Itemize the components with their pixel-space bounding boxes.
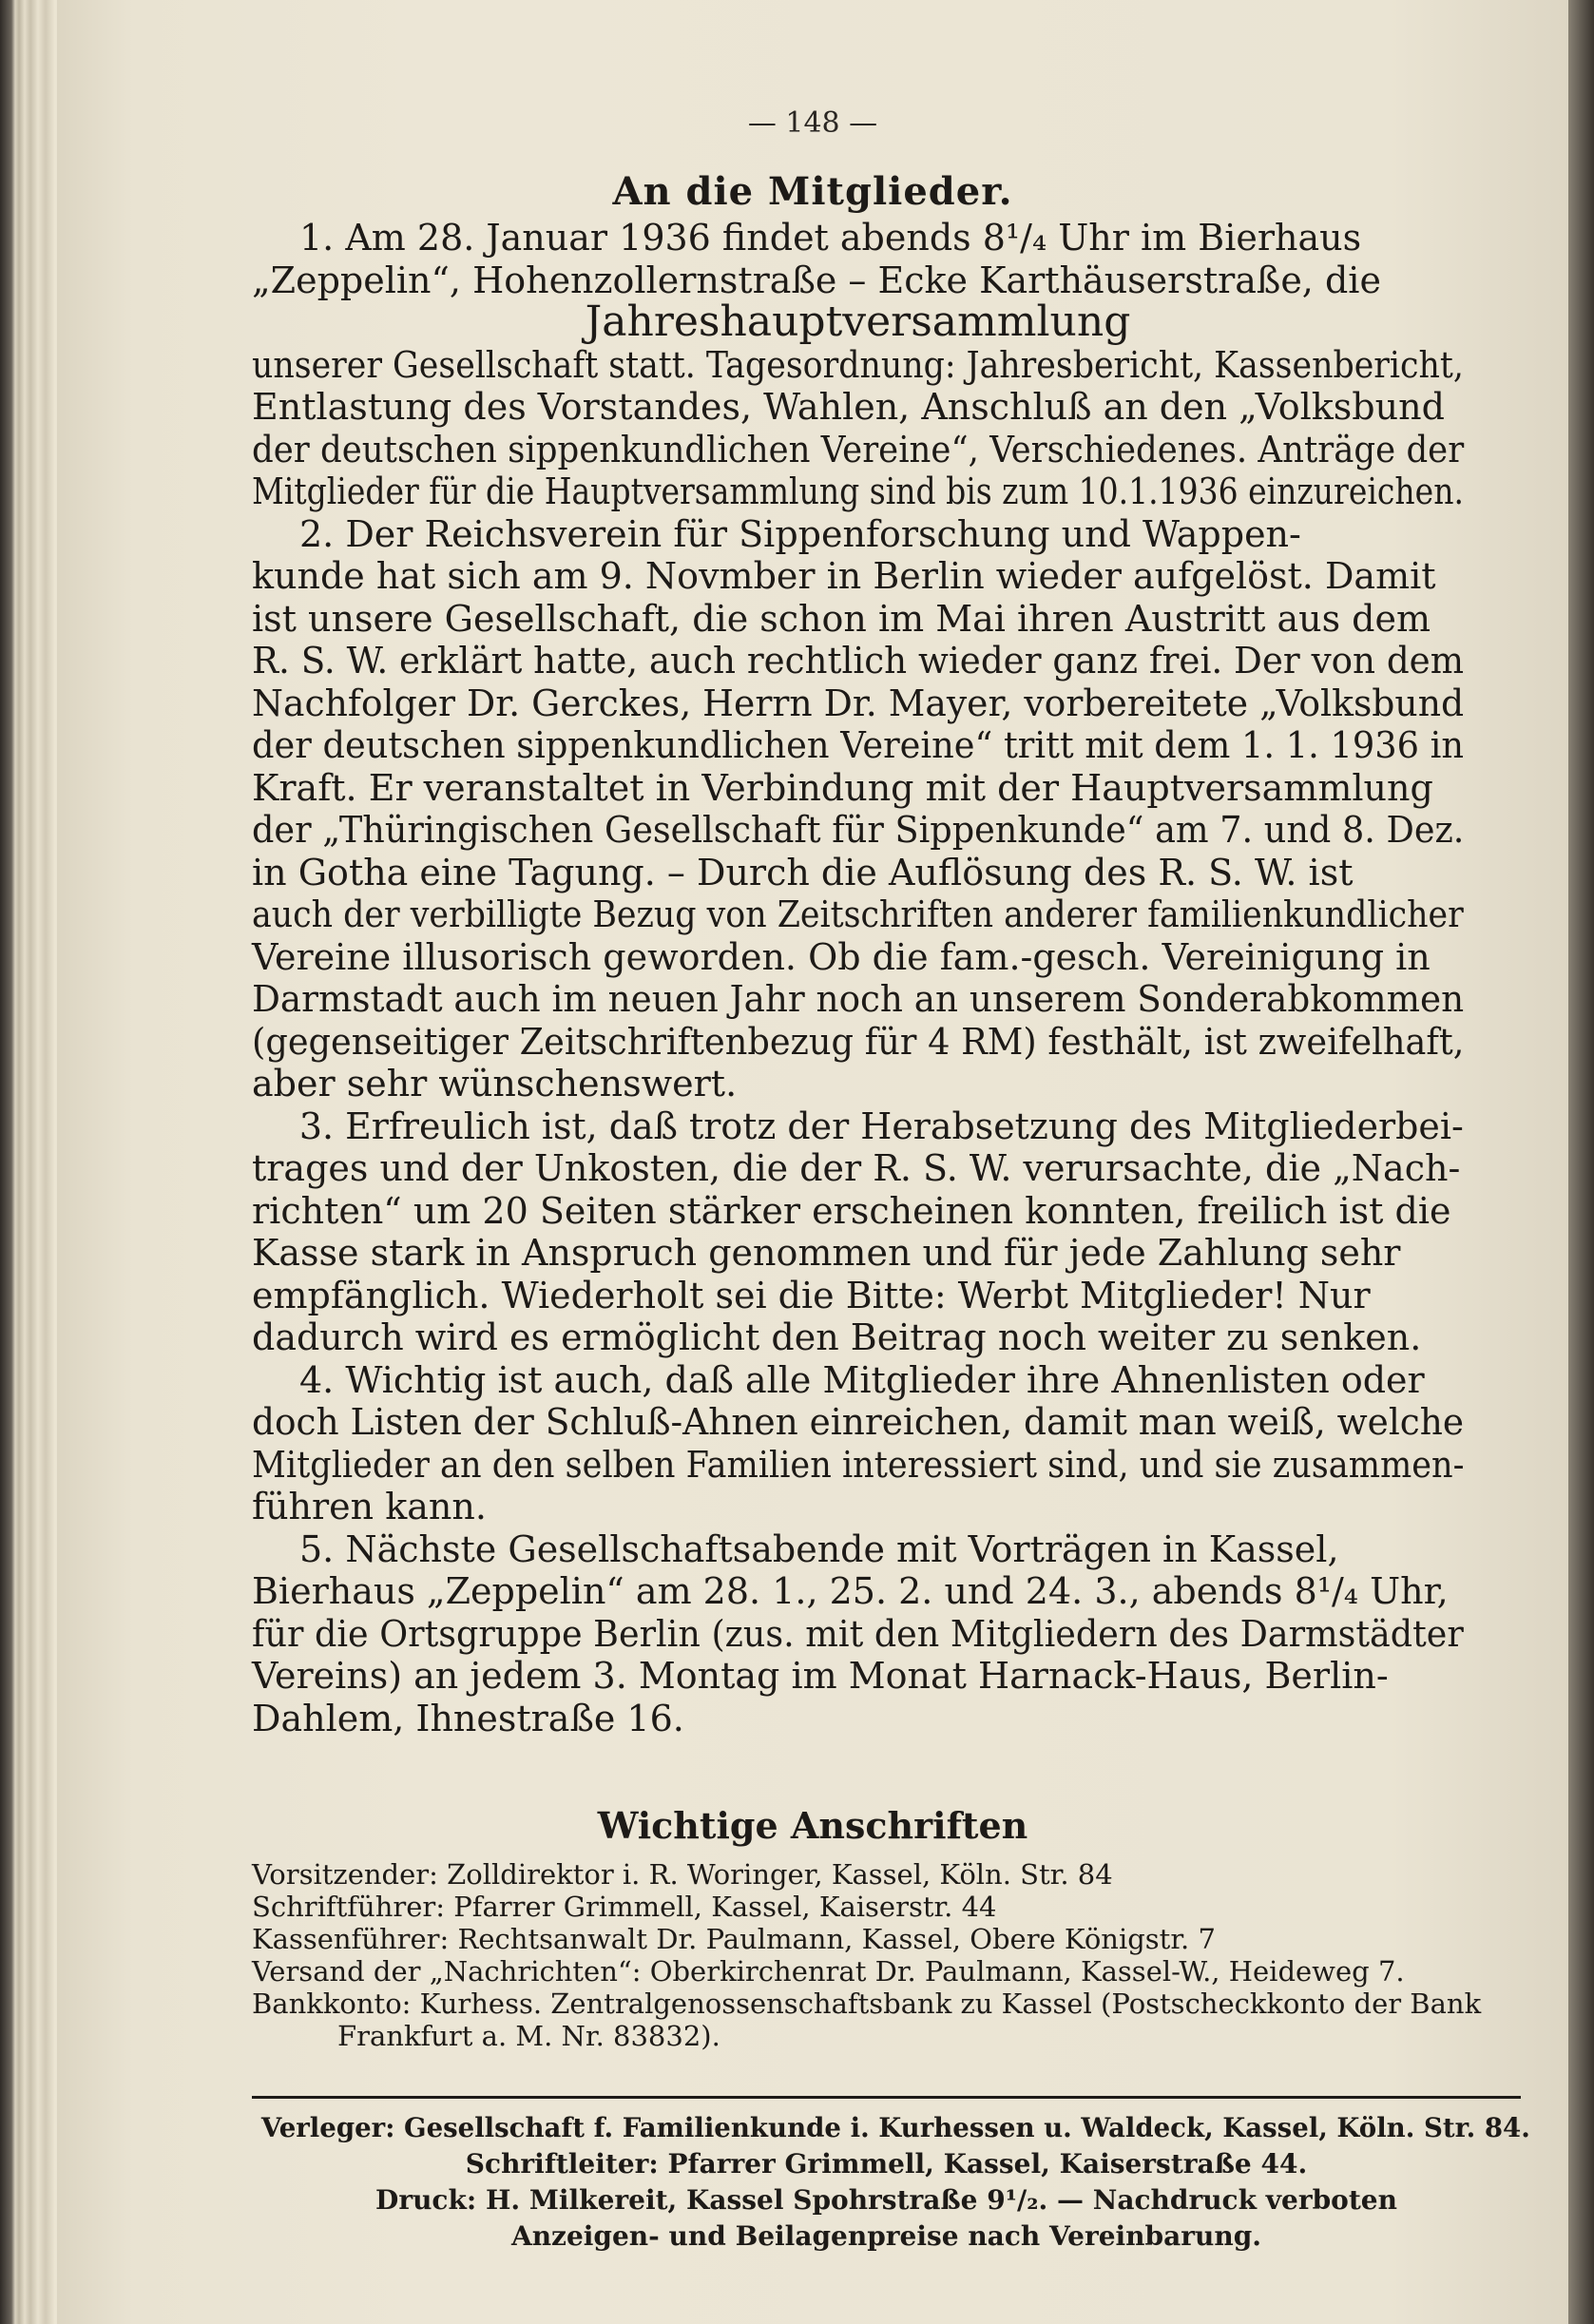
text-line: ist unsere Gesellschaft, die schon im Mai ihren Austritt aus dem bbox=[252, 597, 1431, 640]
text-line: führen kann. bbox=[252, 1486, 487, 1527]
imprint-line: Anzeigen- und Beilagenpreise nach Vereinbarung. bbox=[510, 2220, 1262, 2252]
text-line: auch der verbilligte Bezug von Zeitschriften anderer familienkundlicher bbox=[252, 893, 1464, 935]
text-line: der „Thüringischen Gesellschaft für Sippenkunde“ am 7. und 8. Dez. bbox=[252, 809, 1465, 851]
text-line: Nachfolger Dr. Gerckes, Herrn Dr. Mayer, vorbereitete „Volksbund bbox=[252, 682, 1465, 724]
text-line: unserer Gesellschaft statt. Tagesordnung: Jahresbericht, Kassenbericht, bbox=[252, 343, 1464, 386]
text-line: Mitglieder an den selben Familien interessiert sind, und sie zusammen- bbox=[252, 1443, 1465, 1486]
text-line: „Zeppelin“, Hohenzollernstraße – Ecke Karthäuserstraße, die bbox=[252, 259, 1381, 301]
spine-shadow bbox=[1567, 0, 1594, 2324]
body-text bbox=[252, 217, 1464, 1739]
document-page bbox=[57, 0, 1568, 2324]
text-line: doch Listen der Schluß-Ahnen einreichen, damit man weiß, welche bbox=[252, 1401, 1465, 1443]
text-line: in Gotha eine Tagung. – Durch die Auflösung des R. S. W. ist bbox=[252, 851, 1354, 893]
page-number: — 148 — bbox=[747, 106, 878, 140]
imprint-divider bbox=[252, 2096, 1521, 2099]
text-line: trages und der Unkosten, die der R. S. W. verursachte, die „Nach- bbox=[252, 1147, 1461, 1189]
text-line: empfänglich. Wiederholt sei die Bitte: Werbt Mitglieder! Nur bbox=[252, 1274, 1371, 1316]
imprint-line: Druck: H. Milkereit, Kassel Spohrstraße 9¹/₂. — Nachdruck verboten bbox=[375, 2184, 1397, 2216]
address-row: Vorsitzender: Zolldirektor i. R. Woringer, Kassel, Köln. Str. 84 bbox=[252, 1858, 1113, 1891]
text-line: Bierhaus „Zeppelin“ am 28. 1., 25. 2. und 24. 3., abends 8¹/₄ Uhr, bbox=[252, 1570, 1449, 1612]
text-line: aber sehr wünschenswert. bbox=[252, 1063, 738, 1104]
page-title: An die Mitglieder. bbox=[612, 169, 1013, 214]
meeting-title-line: Jahreshauptversammlung bbox=[585, 298, 1131, 346]
text-line: Vereine illusorisch geworden. Ob die fam.-gesch. Vereinigung in bbox=[252, 935, 1431, 978]
text-line: für die Ortsgruppe Berlin (zus. mit den Mitgliedern des Darmstädter bbox=[252, 1612, 1464, 1655]
text-line: Vereins) an jedem 3. Montag im Monat Harnack-Haus, Berlin- bbox=[252, 1655, 1389, 1697]
text-line: der deutschen sippenkundlichen Vereine“ tritt mit dem 1. 1. 1936 in bbox=[252, 724, 1465, 766]
text-line: R. S. W. erklärt hatte, auch rechtlich wieder ganz frei. Der von dem bbox=[252, 640, 1465, 682]
imprint-line: Verleger: Gesellschaft f. Familienkunde i. Kurhessen u. Waldeck, Kassel, Köln. Str. 84. bbox=[260, 2112, 1530, 2143]
text-line: 3. Erfreulich ist, daß trotz der Herabsetzung des Mitgliederbei- bbox=[298, 1104, 1464, 1147]
text-line: Mitglieder für die Hauptversammlung sind bis zum 10.1.1936 einzureichen. bbox=[252, 471, 1464, 512]
addresses-heading: Wichtige Anschriften bbox=[597, 1804, 1028, 1847]
address-row: Frankfurt a. M. Nr. 83832). bbox=[337, 2020, 720, 2052]
text-line: Kasse stark in Anspruch genommen und für jede Zahlung sehr bbox=[252, 1232, 1401, 1274]
text-line: 5. Nächste Gesellschaftsabende mit Vorträgen in Kassel, bbox=[299, 1527, 1339, 1570]
text-line: richten“ um 20 Seiten stärker erscheinen konnten, freilich ist die bbox=[252, 1189, 1451, 1232]
text-line: 1. Am 28. Januar 1936 findet abends 8¹/₄ Uhr im Bierhaus bbox=[299, 217, 1362, 259]
text-line: der deutschen sippenkundlichen Vereine“, Verschiedenes. Anträge der bbox=[252, 428, 1465, 471]
address-row: Bankkonto: Kurhess. Zentralgenossenschaftsbank zu Kassel (Postscheckkonto der Bank bbox=[252, 1988, 1482, 2020]
text-line: Kraft. Er veranstaltet in Verbindung mit der Hauptversammlung bbox=[252, 766, 1433, 809]
text-line: kunde hat sich am 9. Novmber in Berlin wieder aufgelöst. Damit bbox=[252, 555, 1436, 597]
text-line: Darmstadt auch im neuen Jahr noch an unserem Sonderabkommen bbox=[252, 978, 1465, 1020]
address-row: Versand der „Nachrichten“: Oberkirchenrat Dr. Paulmann, Kassel-W., Heideweg 7. bbox=[252, 1955, 1405, 1988]
text-line: 4. Wichtig ist auch, daß alle Mitglieder ihre Ahnenlisten oder bbox=[299, 1358, 1425, 1401]
text-line: dadurch wird es ermöglicht den Beitrag noch weiter zu senken. bbox=[252, 1316, 1422, 1358]
address-row: Kassenführer: Rechtsanwalt Dr. Paulmann, Kassel, Obere Königstr. 7 bbox=[252, 1923, 1216, 1955]
text-line: 2. Der Reichsverein für Sippenforschung und Wappen- bbox=[299, 512, 1301, 555]
text-line: (gegenseitiger Zeitschriftenbezug für 4 RM) festhält, ist zweifelhaft, bbox=[252, 1020, 1465, 1063]
addresses-list bbox=[252, 1858, 1488, 2052]
address-row: Schriftführer: Pfarrer Grimmell, Kassel, Kaiserstr. 44 bbox=[252, 1891, 997, 1923]
text-line: Entlastung des Vorstandes, Wahlen, Anschluß an den „Volksbund bbox=[252, 386, 1445, 428]
imprint bbox=[252, 2110, 1530, 2255]
text-line: Dahlem, Ihnestraße 16. bbox=[252, 1697, 684, 1739]
imprint-line: Schriftleiter: Pfarrer Grimmell, Kassel, Kaiserstraße 44. bbox=[465, 2148, 1308, 2180]
